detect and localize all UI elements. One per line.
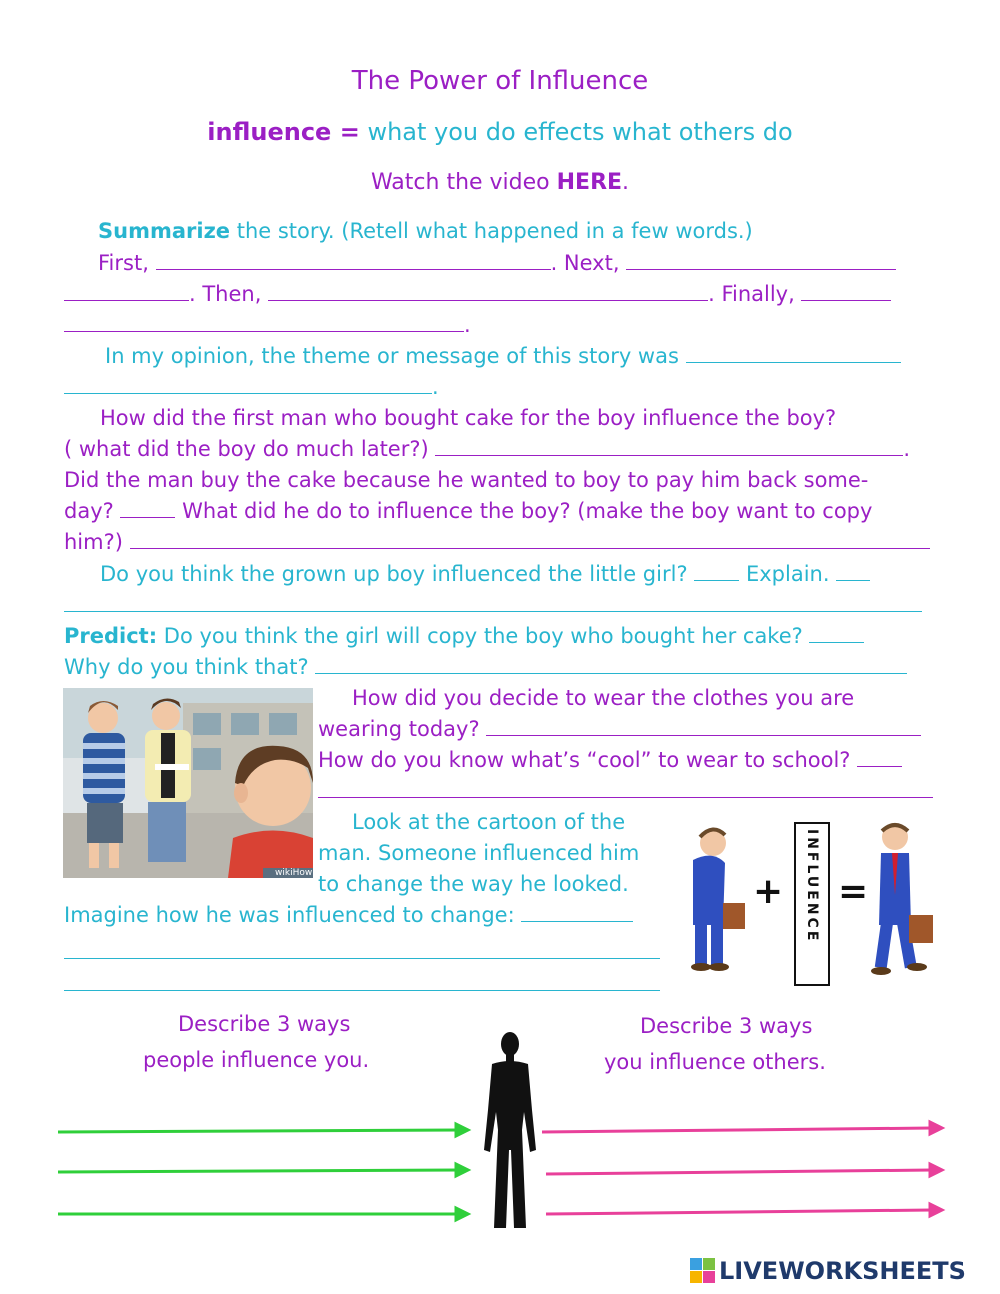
- logo-text: LIVEWORKSHEETS: [719, 1257, 966, 1285]
- summarize-line: [98, 217, 753, 245]
- happy-man-figure: [871, 824, 933, 975]
- q1-line2: [64, 435, 910, 463]
- left-describe-2: people influence you.: [143, 1048, 370, 1072]
- influence-vertical-text: INFLUENCE: [804, 829, 820, 944]
- finally-end: .: [464, 313, 471, 337]
- page-title: The Power of Influence: [351, 66, 649, 96]
- next-label: . Next,: [550, 251, 620, 275]
- imagine-blank[interactable]: [521, 903, 633, 922]
- cartoon-text-2: man. Someone influenced him: [318, 841, 640, 865]
- q2-line3: [64, 528, 930, 556]
- q3-text: Do you think the grown up boy influenced the little girl?: [100, 562, 688, 586]
- predict-yesno-blank[interactable]: [809, 624, 864, 643]
- clothes-cool-blank[interactable]: [857, 748, 902, 767]
- q2-line1: Did the man buy the cake because he wanted to boy to pay him back some-: [64, 468, 869, 492]
- clothes-line1: How did you decide to wear the clothes you are: [352, 686, 855, 710]
- predict-text: Do you think the girl will copy the boy who bought her cake?: [157, 624, 803, 648]
- q1-line1: How did the first man who bought cake for the boy influence the boy?: [100, 406, 837, 430]
- clothes-cool: How do you know what’s “cool” to wear to school?: [318, 748, 851, 772]
- finally-blank-cont[interactable]: [64, 313, 464, 332]
- liveworksheets-logo: [690, 1255, 966, 1287]
- theme-line: [105, 342, 901, 370]
- wikihow-watermark: wikiHow: [275, 868, 313, 878]
- imagine-line3: [64, 970, 660, 998]
- q2-him: him?): [64, 530, 123, 554]
- clothes-line2: [318, 715, 921, 743]
- summary-finally-line: [64, 311, 471, 339]
- clothes-line3: [318, 746, 902, 774]
- q3-explain-blank[interactable]: [836, 562, 870, 581]
- summary-then-line: [64, 280, 891, 308]
- influence-cartoon: [663, 815, 953, 990]
- predict-line: [64, 622, 864, 650]
- q3-explain: Explain.: [745, 562, 830, 586]
- left-arrow-1: [58, 1130, 460, 1132]
- left-arrow-2: [58, 1170, 460, 1172]
- cartoon-text-3: to change the way he looked.: [318, 872, 629, 896]
- q2-yesno-blank[interactable]: [120, 499, 175, 518]
- q1-sub: ( what did the boy do much later?): [64, 437, 429, 461]
- q1-blank[interactable]: [435, 437, 903, 456]
- cartoon-imagine-line: [64, 901, 633, 929]
- imagine-line2: [64, 938, 660, 966]
- right-arrow-1: [542, 1128, 932, 1132]
- summary-first-line: [98, 249, 896, 277]
- predict-keyword: Predict:: [64, 624, 158, 648]
- predict-why-blank[interactable]: [315, 655, 907, 674]
- arrow-lines: [50, 1110, 950, 1230]
- q2-day: day?: [64, 499, 114, 523]
- q3-yesno-blank[interactable]: [694, 562, 739, 581]
- clothes-wearing: wearing today?: [318, 717, 480, 741]
- definition-line: [0, 118, 1000, 146]
- logo-icon: [690, 1258, 716, 1284]
- clothes-cool-blank-cont[interactable]: [318, 779, 933, 798]
- theme-line-2: [64, 373, 439, 401]
- predict-why: Why do you think that?: [64, 655, 309, 679]
- video-prefix: Watch the video: [370, 170, 557, 195]
- first-label: First,: [98, 251, 149, 275]
- right-arrow-3: [546, 1210, 932, 1214]
- imagine-blank-2[interactable]: [64, 940, 660, 959]
- summarize-instruction: the story. (Retell what happened in a few words.): [230, 219, 753, 243]
- q2-line2: [64, 497, 872, 525]
- q1-end: .: [903, 437, 911, 461]
- theme-blank[interactable]: [686, 344, 901, 363]
- q3-line2: [64, 591, 922, 619]
- theme-end: .: [432, 375, 439, 399]
- then-label: . Then,: [189, 282, 262, 306]
- q2-blank[interactable]: [130, 530, 930, 549]
- cartoon-imagine: Imagine how he was influenced to change:: [64, 903, 515, 927]
- cartoon-text-1: Look at the cartoon of the: [352, 810, 626, 834]
- theme-text: In my opinion, the theme or message of this story was: [105, 344, 679, 368]
- finally-blank[interactable]: [801, 282, 891, 301]
- definition-term: influence =: [207, 118, 360, 146]
- q2-rest: What did he do to influence the boy? (make the boy want to copy: [182, 499, 873, 523]
- clothes-line4: [318, 777, 933, 805]
- video-line: [0, 170, 1000, 195]
- imagine-blank-3[interactable]: [64, 972, 660, 991]
- next-blank[interactable]: [626, 251, 896, 270]
- first-blank[interactable]: [156, 251, 551, 270]
- theme-blank-cont[interactable]: [64, 375, 432, 394]
- right-arrow-2: [546, 1170, 932, 1174]
- clothes-blank[interactable]: [486, 717, 921, 736]
- predict-why-line: [64, 653, 907, 681]
- equals-sign: =: [838, 871, 869, 912]
- then-blank[interactable]: [268, 282, 708, 301]
- q3-explain-blank-cont[interactable]: [64, 593, 922, 612]
- right-describe-1: Describe 3 ways: [640, 1014, 813, 1038]
- right-describe-2: you influence others.: [604, 1050, 826, 1074]
- video-suffix: .: [622, 170, 630, 195]
- left-describe-1: Describe 3 ways: [178, 1012, 351, 1036]
- sad-man-figure: [691, 829, 745, 971]
- summarize-keyword: Summarize: [98, 219, 231, 243]
- plus-sign: +: [753, 871, 784, 912]
- video-link[interactable]: HERE: [556, 170, 623, 195]
- next-blank-cont[interactable]: [64, 282, 189, 301]
- teens-photo: [63, 688, 313, 878]
- q3-line: [100, 560, 870, 588]
- definition-text: what you do effects what others do: [367, 118, 793, 146]
- finally-label: . Finally,: [708, 282, 795, 306]
